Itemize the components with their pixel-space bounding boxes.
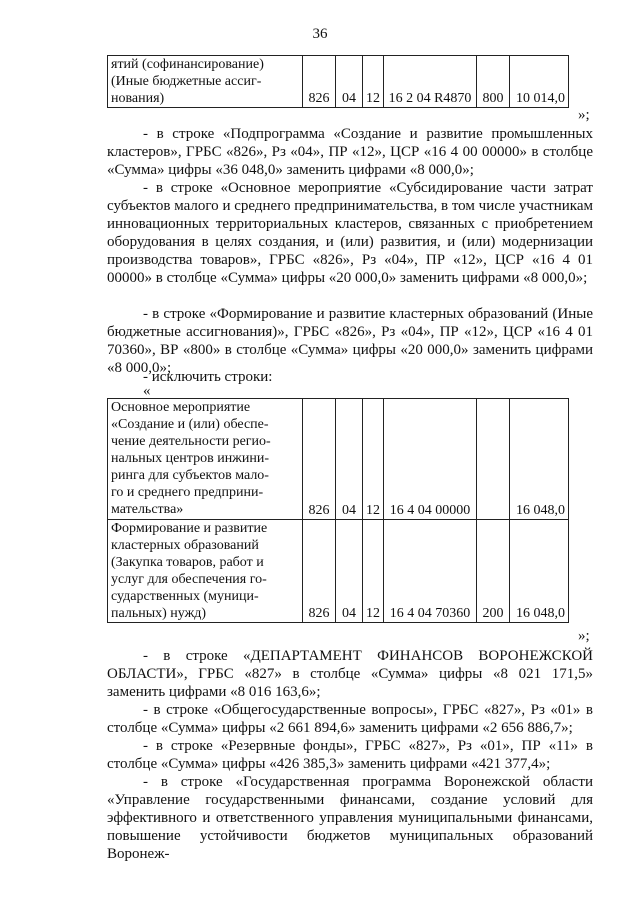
paragraph-text: - в строке «Государственная программа Воронежской области «Управление государственными финансами, создание условий для эффективного и ответственного управления муниципальными финансами, повышение устойчивости бюджетов муниципальных образований Воронеж- — [107, 774, 593, 862]
paragraph-text: - в строке «Резервные фонды», ГРБС «827», Рз «01», ПР «11» в столбце «Сумма» цифры «426 385,3» заменить цифрами «421 377,4»; — [107, 738, 593, 772]
table-row — [108, 520, 569, 623]
csr-cell: 16 4 04 70360 — [384, 520, 477, 623]
page-number: 36 — [312, 26, 328, 42]
close-quote: »; — [578, 107, 590, 123]
paragraph — [107, 179, 593, 287]
paragraph — [107, 701, 593, 737]
pr-cell: 12 — [363, 520, 384, 623]
budget-table-excluded — [107, 398, 569, 623]
grbs-cell: 826 — [303, 56, 336, 108]
paragraph — [107, 368, 593, 386]
row-name: Формирование и развитие кластерных образований (Закупка товаров, работ и услуг для обеспечения го- сударственных (муници- пальных) нужд) — [108, 520, 303, 623]
row-name: ятий (софинансирование) (Иные бюджетные ассиг- нования) — [108, 56, 303, 108]
paragraph-text: - в строке «Основное мероприятие «Субсидирование части затрат субъектов малого и среднего предпринимательства, в том числе участникам инновационных территориальных кластеров, связанных с приобретением оборудования в целях создания, и (или) развития, и (или) модернизации производства товаров», ГРБС «826», Рз «04», ПР «12», ЦСР «16 4 01 00000» в столбце «Сумма» цифры «20 000,0» заменить цифрами «8 000,0»; — [107, 180, 593, 286]
paragraph — [107, 737, 593, 773]
grbs-cell: 826 — [303, 520, 336, 623]
paragraph — [107, 305, 593, 377]
vr-cell: 800 — [477, 56, 510, 108]
paragraph-text: - в строке «Общегосударственные вопросы», ГРБС «827», Рз «01» в столбце «Сумма» цифры «2 661 894,6» заменить цифрами «2 656 886,7»; — [107, 702, 593, 736]
table-row — [108, 56, 569, 108]
paragraph-text: - в строке «Формирование и развитие кластерных образований (Иные бюджетные ассигнования)», ГРБС «826», Рз «04», ПР «12», ЦСР «16 4 01 70360», ВР «800» в столбце «Сумма» цифры «20 000,0» заменить цифрами «8 000,0»; — [107, 306, 593, 376]
paragraph — [107, 773, 593, 863]
paragraph-text: - исключить строки: — [143, 369, 273, 385]
pr-cell: 12 — [363, 56, 384, 108]
budget-table-top — [107, 55, 569, 108]
open-quote: « — [143, 383, 151, 399]
rz-cell: 04 — [336, 56, 363, 108]
grbs-cell: 826 — [303, 399, 336, 520]
paragraph-text: - в строке «ДЕПАРТАМЕНТ ФИНАНСОВ ВОРОНЕЖСКОЙ ОБЛАСТИ», ГРБС «827» в столбце «Сумма» цифры «8 021 171,5» заменить цифрами «8 016 163,6»; — [107, 648, 593, 700]
rz-cell: 04 — [336, 399, 363, 520]
sum-cell: 16 048,0 — [510, 520, 569, 623]
csr-cell: 16 4 04 00000 — [384, 399, 477, 520]
sum-cell: 10 014,0 — [510, 56, 569, 108]
csr-cell: 16 2 04 R4870 — [384, 56, 477, 108]
paragraph-text: - в строке «Подпрограмма «Создание и развитие промышленных кластеров», ГРБС «826», Рз «04», ПР «12», ЦСР «16 4 00 00000» в столбце «Сумма» цифры «36 048,0» заменить цифрами «8 000,0»; — [107, 126, 593, 178]
vr-cell: 200 — [477, 520, 510, 623]
pr-cell: 12 — [363, 399, 384, 520]
close-quote: »; — [578, 628, 590, 644]
paragraph — [107, 647, 593, 701]
row-name: Основное мероприятие «Создание и (или) обеспе- чение деятельности регио- нальных центров инжини- ринга для субъектов мало- го и среднего предприни- мательства» — [108, 399, 303, 520]
vr-cell — [477, 399, 510, 520]
paragraph — [107, 125, 593, 179]
rz-cell: 04 — [336, 520, 363, 623]
table-row — [108, 399, 569, 520]
sum-cell: 16 048,0 — [510, 399, 569, 520]
